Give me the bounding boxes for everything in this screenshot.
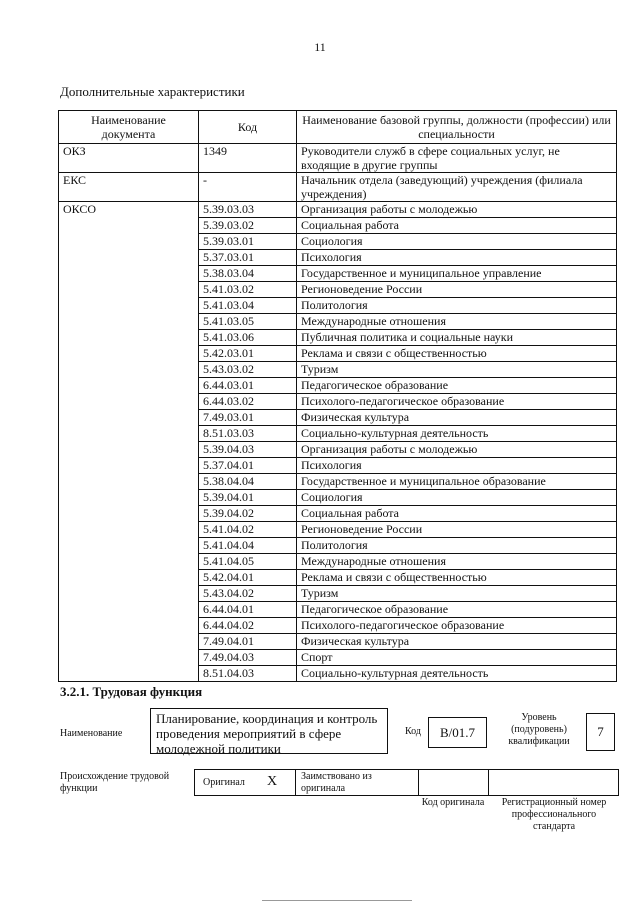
section-title: Дополнительные характеристики <box>60 84 245 99</box>
okso-name: Политология <box>297 538 617 554</box>
okso-code: 5.39.03.02 <box>199 218 297 234</box>
okso-name: Социология <box>297 234 617 250</box>
okso-code: 5.37.04.01 <box>199 458 297 474</box>
okso-code: 5.38.04.04 <box>199 474 297 490</box>
header-group-name: Наименование базовой группы, должности (профессии) или специальности <box>297 111 617 144</box>
reg-number-caption: Регистрационный номер профессионального стандарта <box>501 797 607 832</box>
okso-name: Физическая культура <box>297 634 617 650</box>
okso-name: Туризм <box>297 586 617 602</box>
eks-code: - <box>199 173 297 202</box>
page-number: 11 <box>314 40 326 54</box>
borrowed-label: Заимствовано из оригинала <box>301 771 372 794</box>
eks-doc: ЕКС <box>59 173 199 202</box>
level-label: Уровень (подуровень) квалификации <box>508 712 570 747</box>
okso-code: 5.42.04.01 <box>199 570 297 586</box>
okso-name: Международные отношения <box>297 314 617 330</box>
code-label: Код <box>405 726 421 737</box>
okso-code: 5.41.03.02 <box>199 282 297 298</box>
okso-code: 6.44.04.01 <box>199 602 297 618</box>
qualification-level-box: 7 <box>586 713 615 751</box>
okso-name: Социология <box>297 490 617 506</box>
okso-code: 5.41.04.02 <box>199 522 297 538</box>
okso-name: Публичная политика и социальные науки <box>297 330 617 346</box>
okso-name: Социально-культурная деятельность <box>297 666 617 682</box>
okz-code: 1349 <box>199 144 297 173</box>
eks-name: Начальник отдела (заведующий) учреждения (филиала учреждения) <box>297 173 617 202</box>
okso-code: 5.39.04.01 <box>199 490 297 506</box>
function-code-box: B/01.7 <box>428 717 487 748</box>
okso-code: 5.39.04.03 <box>199 442 297 458</box>
okso-code: 7.49.03.01 <box>199 410 297 426</box>
okso-name: Туризм <box>297 362 617 378</box>
okso-name: Психолого-педагогическое образование <box>297 618 617 634</box>
okso-code: 5.39.03.03 <box>199 202 297 218</box>
name-label: Наименование <box>60 728 123 739</box>
okz-name: Руководители служб в сфере социальных услуг, не входящие в другие группы <box>297 144 617 173</box>
table-row-eks <box>59 173 617 202</box>
header-doc-name: Наименование документа <box>59 111 199 144</box>
okso-code: 5.41.03.05 <box>199 314 297 330</box>
additional-characteristics-table <box>58 110 617 682</box>
origin-label: Происхождение трудовой функции <box>60 771 170 794</box>
original-code-cell <box>418 769 489 796</box>
okso-code: 5.43.04.02 <box>199 586 297 602</box>
okso-name: Педагогическое образование <box>297 378 617 394</box>
original-mark: X <box>267 774 278 789</box>
header-code: Код <box>199 111 297 144</box>
original-label: Оригинал <box>203 777 245 788</box>
okso-name: Реклама и связи с общественностью <box>297 570 617 586</box>
okso-code: 5.38.03.04 <box>199 266 297 282</box>
okso-code: 5.39.04.02 <box>199 506 297 522</box>
registration-number-cell <box>488 769 619 796</box>
okso-code: 8.51.04.03 <box>199 666 297 682</box>
bottom-rule <box>262 900 412 901</box>
okso-name: Педагогическое образование <box>297 602 617 618</box>
table-row-okz <box>59 144 617 173</box>
okso-name: Международные отношения <box>297 554 617 570</box>
okso-name: Организация работы с молодежью <box>297 202 617 218</box>
okso-name: Регионоведение России <box>297 282 617 298</box>
orig-code-caption: Код оригинала <box>421 797 485 808</box>
okso-code: 5.37.03.01 <box>199 250 297 266</box>
okso-code: 5.43.03.02 <box>199 362 297 378</box>
okso-name: Физическая культура <box>297 410 617 426</box>
borrowed-cell <box>295 769 419 796</box>
okso-name: Социально-культурная деятельность <box>297 426 617 442</box>
okso-code: 5.39.03.01 <box>199 234 297 250</box>
okso-code: 6.44.03.01 <box>199 378 297 394</box>
okso-code: 5.41.03.04 <box>199 298 297 314</box>
okso-name: Реклама и связи с общественностью <box>297 346 617 362</box>
function-name-box: Планирование, координация и контроль проведения мероприятий в сфере молодежной политики <box>150 708 388 754</box>
okso-name: Регионоведение России <box>297 522 617 538</box>
original-cell <box>194 769 296 796</box>
okso-code: 5.42.03.01 <box>199 346 297 362</box>
okso-code: 7.49.04.03 <box>199 650 297 666</box>
table-header-row <box>59 111 617 144</box>
okso-code: 5.41.04.05 <box>199 554 297 570</box>
okso-code: 5.41.04.04 <box>199 538 297 554</box>
okso-code: 5.41.03.06 <box>199 330 297 346</box>
okso-name: Государственное и муниципальное управление <box>297 266 617 282</box>
okso-doc: ОКСО <box>59 202 199 682</box>
okso-code: 6.44.03.02 <box>199 394 297 410</box>
okso-name: Спорт <box>297 650 617 666</box>
okso-name: Психолого-педагогическое образование <box>297 394 617 410</box>
okso-name: Психология <box>297 458 617 474</box>
table-row-okso <box>59 202 617 218</box>
okso-code: 7.49.04.01 <box>199 634 297 650</box>
okso-code: 8.51.03.03 <box>199 426 297 442</box>
okso-name: Социальная работа <box>297 218 617 234</box>
okso-name: Социальная работа <box>297 506 617 522</box>
labor-function-heading: 3.2.1. Трудовая функция <box>60 684 203 699</box>
okso-name: Психология <box>297 250 617 266</box>
okso-code: 6.44.04.02 <box>199 618 297 634</box>
okz-doc: ОКЗ <box>59 144 199 173</box>
okso-name: Политология <box>297 298 617 314</box>
okso-name: Организация работы с молодежью <box>297 442 617 458</box>
okso-name: Государственное и муниципальное образование <box>297 474 617 490</box>
